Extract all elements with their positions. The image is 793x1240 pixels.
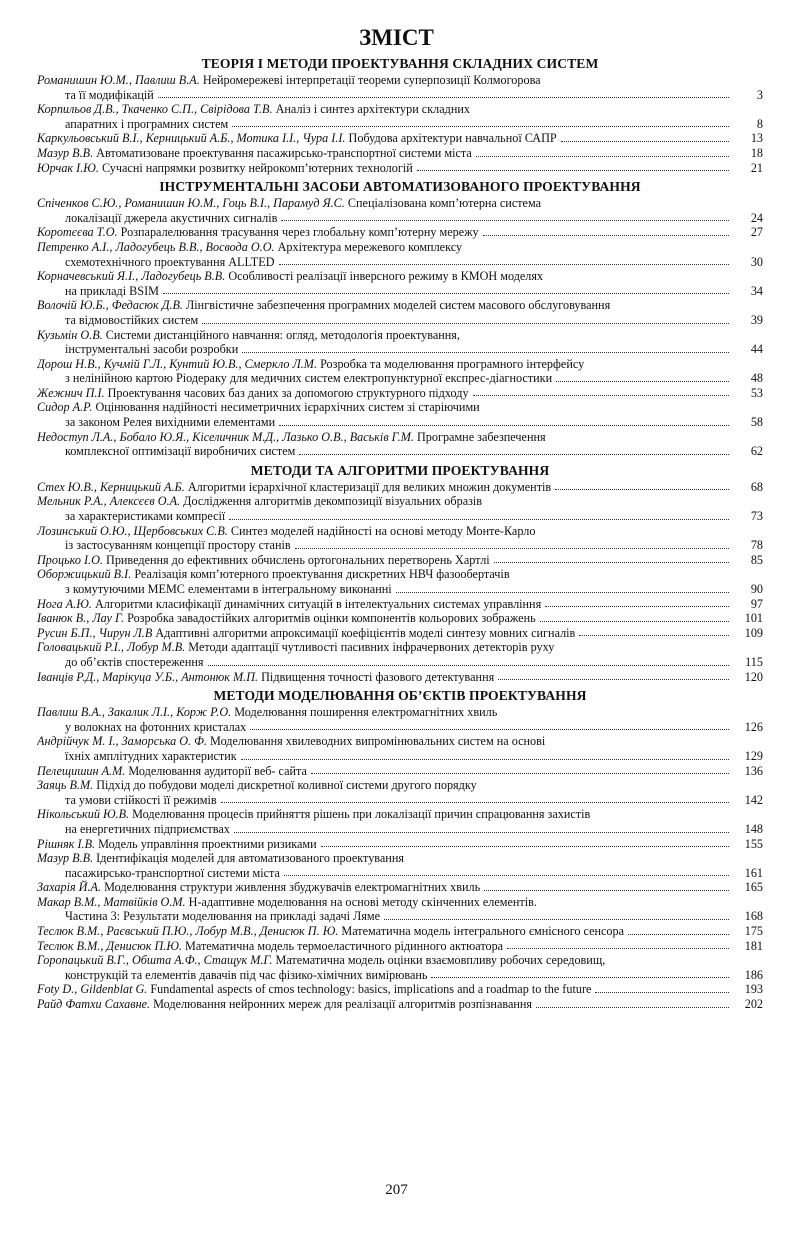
entry-title: Оцінювання надійності несиметричних ієрархічних систем зі старіючими [95, 400, 480, 415]
dot-leader [311, 764, 729, 775]
toc-entry [37, 837, 763, 852]
entry-page-number: 27 [750, 225, 763, 240]
toc-entry [37, 597, 763, 612]
dot-leader [202, 313, 729, 324]
entry-page-number: 8 [756, 116, 763, 131]
entry-title-continued: та її модифікацій [65, 87, 154, 102]
entry-line-1 [37, 924, 624, 939]
page-number: 207 [385, 1182, 408, 1198]
entry-authors: Недоступ Л.А., Бобало Ю.Я., Кіселичник М.Д., Лазько О.В., Васьків Г.М. [37, 429, 414, 444]
entry-page-number: 53 [750, 385, 763, 400]
toc-entry [37, 328, 763, 357]
entry-title: Моделювання хвилеводних випромінювальних систем на основі [210, 734, 546, 749]
entry-title: Проектування часових баз даних за допомогою структурного підходу [107, 385, 469, 400]
entry-line-1 [37, 778, 733, 793]
entry-authors: Головацький Р.І., Лобур М.В. [37, 640, 186, 655]
entry-authors: Стех Ю.В., Керницький А.Б. [37, 479, 185, 494]
entry-line-2 [37, 211, 733, 226]
entry-line-2 [37, 313, 733, 328]
toc-entry [37, 807, 763, 836]
entry-authors: Іванюк В., Лау Г. [37, 611, 125, 626]
entry-page-number: 186 [744, 967, 763, 982]
toc-entry [37, 924, 763, 939]
entry-title-continued: з нелінійною картою Ріодераку для медичних систем електропунктурної експрес-діагностики [65, 371, 553, 386]
entry-line-1 [37, 982, 591, 997]
entry-line-2 [37, 88, 733, 103]
entry-line-2 [37, 342, 733, 357]
entry-line-1 [37, 807, 733, 822]
entry-line-1 [37, 895, 733, 910]
entry-page-number: 90 [750, 582, 763, 596]
entry-title: Підхід до побудови моделі дискретної коливної системи другого порядку [96, 778, 477, 793]
entry-title: Розробка та моделювання програмного інтерфейсу [320, 356, 585, 371]
entry-authors: Теслюк В.М., Раєвський П.Ю., Лобур М.В., Денисюк П. Ю. [37, 924, 339, 939]
entry-title-continued: до об’єктів спостереження [65, 654, 204, 669]
entry-authors: Корпильов Д.В., Ткаченко С.П., Свірідова Т.В. [37, 102, 273, 117]
entry-title: Автоматизоване проектування пасажирсько-транспортної системи міста [96, 145, 472, 160]
entry-line-1 [37, 880, 480, 895]
entry-title-continued: пасажирсько-транспортної системи міста [65, 865, 280, 880]
entry-title-continued: та відмовостійких систем [65, 312, 199, 327]
entry-title-continued: за характеристиками компресії [65, 509, 226, 524]
toc-entry [37, 196, 763, 225]
entry-authors: Мазур В.В. [37, 851, 94, 866]
entry-page-number: 120 [744, 669, 763, 684]
dot-leader [494, 553, 729, 564]
entry-title: Програмне забезпечення [416, 429, 546, 444]
entry-line-1 [37, 146, 472, 161]
entry-page-number: 97 [750, 596, 763, 611]
entry-line-1 [37, 480, 551, 495]
entry-page-number: 18 [750, 145, 763, 160]
toc-entry [37, 982, 763, 997]
toc-entry [37, 430, 763, 459]
toc-entry [37, 131, 763, 146]
entry-authors: Макар В.М., Матвійків О.М. [37, 894, 186, 909]
dot-leader [595, 982, 729, 993]
entry-title: Розробка завадостійких алгоритмів оцінки компонентів кольорових зображень [127, 611, 536, 626]
entry-line-1 [37, 734, 733, 749]
entry-title: Ідентифікація моделей для автоматизованого проектування [96, 851, 404, 866]
entry-title-continued: інструментальні засоби розробки [65, 342, 239, 357]
entry-title: Моделювання поширення електромагнітних хвиль [234, 705, 498, 720]
entry-line-1 [37, 386, 469, 401]
entry-title: Нейромережеві інтерпретації теореми суперпозиції Колмогорова [202, 73, 541, 87]
entry-authors: Лозинський О.Ю., Щербовських С.В. [37, 523, 228, 538]
entry-line-1 [37, 837, 317, 852]
toc-entry [37, 73, 763, 102]
entry-authors: Павлиш В.А., Закалик Л.І., Корж Р.О. [37, 705, 232, 720]
entry-line-1 [37, 939, 503, 954]
entry-page-number: 202 [744, 997, 763, 1012]
entry-title: Моделювання аудиторії веб- сайта [128, 763, 307, 778]
entry-title: Побудова архітектури навчальної САПР [348, 131, 557, 146]
entry-authors: Волочій Ю.Б., Федасюк Д.В. [37, 298, 183, 313]
dot-leader [473, 386, 729, 397]
entry-authors: Мельник Р.А., Алексєєв О.А. [37, 494, 181, 509]
dot-leader [540, 611, 729, 622]
entry-title: Математична модель оцінки взаємовпливу робочих середовищ, [275, 953, 606, 968]
entry-title: Моделювання нейронних мереж для реалізації алгоритмів розпізнавання [153, 997, 533, 1012]
entry-line-2 [37, 538, 733, 553]
dot-leader [234, 822, 729, 833]
entry-title-continued: локалізації джерела акустичних сигналів [65, 210, 278, 225]
toc-entry [37, 240, 763, 269]
toc-entry [37, 494, 763, 523]
toc-entry [37, 480, 763, 495]
entry-line-2 [37, 255, 733, 270]
toc-entry [37, 734, 763, 763]
entry-title: Алгоритми класифікації динамічних ситуацій в інтелектуальних системах управління [94, 596, 542, 611]
entry-page-number: 136 [744, 763, 763, 778]
entry-line-1 [37, 161, 413, 176]
entry-authors: Каркульовський В.І., Керницький А.Б., Мотика І.І., Чура І.І. [37, 131, 346, 146]
toc-entry [37, 611, 763, 626]
entry-authors: Нога А.Ю. [37, 596, 92, 611]
toc-entry [37, 778, 763, 807]
entry-line-2 [37, 866, 733, 881]
toc-entry [37, 880, 763, 895]
entry-line-1 [37, 494, 733, 509]
dot-leader [507, 939, 729, 950]
entry-title: Архітектура мережевого комплексу [277, 239, 463, 254]
toc-entry [37, 705, 763, 734]
dot-leader [483, 225, 729, 236]
entry-page-number: 161 [744, 865, 763, 880]
entry-authors: Захарія Й.А. [37, 880, 102, 895]
entry-line-1 [37, 298, 733, 313]
entry-authors: Юрчак І.Ю. [37, 160, 99, 175]
entry-page-number: 21 [750, 160, 763, 175]
entry-page-number: 58 [750, 415, 763, 430]
entry-line-1 [37, 764, 307, 779]
dot-leader [284, 866, 729, 877]
entry-line-1 [37, 102, 733, 117]
section-heading: ІНСТРУМЕНТАЛЬНІ ЗАСОБИ АВТОМАТИЗОВАНОГО ПРОЕКТУВАННЯ [159, 179, 641, 195]
entry-page-number: 175 [744, 924, 763, 939]
toc-entry [37, 146, 763, 161]
entry-title-continued: із застосуванням концепції простору станів [65, 538, 291, 553]
dot-leader [241, 749, 729, 760]
entry-title-continued: з комутуючими МЕМС елементами в інтегральному виконанні [65, 582, 392, 596]
entry-authors: Мазур В.В. [37, 145, 94, 160]
entry-title: Математична модель інтегрального ємнісного сенсора [341, 924, 625, 939]
entry-line-1 [37, 670, 494, 685]
toc-entry [37, 953, 763, 982]
toc-entry [37, 640, 763, 669]
toc-entry [37, 386, 763, 401]
entry-title-continued: комплексної оптимізації виробничих систем [65, 444, 296, 459]
toc-entry [37, 851, 763, 880]
dot-leader [536, 997, 729, 1008]
entry-title: Системи дистанційного навчання: огляд, методологія проектування, [105, 327, 460, 342]
table-of-contents [37, 52, 763, 1012]
entry-page-number: 129 [744, 748, 763, 763]
entry-line-2 [37, 415, 733, 430]
entry-title: Особливості реалізації інверсного режиму в КМОН моделях [228, 269, 544, 284]
section-heading: МЕТОДИ МОДЕЛЮВАННЯ ОБ’ЄКТІВ ПРОЕКТУВАННЯ [213, 688, 587, 704]
entry-title: Алгоритми ієрархічної кластеризації для великих множин документів [187, 479, 552, 494]
entry-line-1 [37, 626, 575, 641]
entry-page-number: 3 [756, 87, 763, 102]
dot-leader [431, 968, 729, 979]
dot-leader [579, 626, 729, 637]
toc-entry [37, 553, 763, 568]
entry-line-2 [37, 117, 733, 132]
entry-authors: Кузьмін О.В. [37, 327, 103, 342]
entry-page-number: 34 [750, 283, 763, 298]
entry-line-2 [37, 444, 733, 459]
entry-title-continued: за законом Релея вихідними елементами [65, 415, 276, 430]
section-heading: ТЕОРІЯ І МЕТОДИ ПРОЕКТУВАННЯ СКЛАДНИХ СИСТЕМ [201, 56, 599, 71]
toc-entry [37, 524, 763, 553]
toc-entry [37, 357, 763, 386]
entry-page-number: 148 [744, 821, 763, 836]
entry-line-1 [37, 953, 733, 968]
entry-page-number: 109 [744, 625, 763, 640]
toc-entry [37, 161, 763, 176]
entry-authors: Коротєєва Т.О. [37, 225, 118, 240]
entry-authors: Горопацький В.Г., Обшта А.Ф., Стащук М.Г. [37, 953, 273, 968]
dot-leader [208, 655, 730, 666]
entry-authors: Іванців Р.Д., Марікуца У.Б., Антонюк М.П. [37, 669, 259, 684]
entry-line-1 [37, 705, 733, 720]
toc-entry [37, 102, 763, 131]
entry-title: Моделювання процесів прийняття рішень при локалізації причин спрацювання захистів [132, 807, 591, 822]
entry-authors: Нікольський Ю.В. [37, 807, 130, 822]
dot-leader [498, 670, 729, 681]
entry-page-number: 193 [744, 982, 763, 997]
toc-entry [37, 626, 763, 641]
entry-title: Fundamental aspects of cmos technology: basics, implications and a roadmap to the future [150, 982, 592, 997]
toc-entry [37, 269, 763, 298]
entry-authors: Русин Б.П., Чирун Л.В [37, 625, 153, 640]
entry-title: Моделювання структури живлення збуджувачів електромагнітних хвиль [104, 880, 481, 895]
entry-page-number: 39 [750, 312, 763, 327]
entry-title: Сучасні напрямки розвитку нейрокомп’ютерних технологій [101, 160, 413, 175]
dot-leader [163, 284, 729, 295]
entry-line-2 [37, 909, 733, 924]
dot-leader [484, 880, 729, 891]
entry-line-1 [37, 997, 532, 1012]
dot-leader [384, 909, 729, 920]
entry-authors: Романишин Ю.М., Павлиш В.А. [37, 73, 200, 87]
dot-leader [158, 88, 729, 99]
entry-line-1 [37, 567, 733, 582]
entry-line-1 [37, 225, 479, 240]
section-heading: МЕТОДИ ТА АЛГОРИТМИ ПРОЕКТУВАННЯ [250, 462, 550, 478]
entry-page-number: 24 [750, 210, 763, 225]
entry-line-1 [37, 73, 733, 88]
dot-leader [561, 131, 729, 142]
entry-authors: Foty D., Gildenblat G. [37, 982, 148, 997]
entry-page-number: 73 [750, 509, 763, 524]
entry-authors: Жежнич П.І. [37, 385, 105, 400]
entry-title: Методи адаптації чутливості пасивних інфрачервоних детекторів руху [188, 640, 555, 655]
page-title: ЗМІСТ [359, 25, 434, 50]
entry-title-continued: та умови стійкості її режимів [65, 792, 217, 807]
entry-page-number: 142 [744, 792, 763, 807]
entry-title: Адаптивні алгоритми апроксимації коефіцієнтів моделі синтезу мовних сигналів [155, 625, 576, 640]
entry-line-1 [37, 851, 733, 866]
entry-page-number: 181 [744, 938, 763, 953]
entry-line-2 [37, 284, 733, 299]
entry-title-continued: апаратних і програмних систем [65, 116, 229, 131]
toc-entry [37, 939, 763, 954]
entry-authors: Теслюк В.М., Денисюк П.Ю. [37, 938, 182, 953]
entry-line-1 [37, 611, 536, 626]
entry-line-1 [37, 240, 733, 255]
toc-entry [37, 298, 763, 327]
entry-authors: Процько І.О. [37, 552, 103, 567]
entry-page-number: 30 [750, 254, 763, 269]
toc-entry [37, 895, 763, 924]
toc-entry [37, 997, 763, 1012]
entry-title: Спеціалізована комп’ютерна система [347, 196, 542, 211]
entry-title: Приведення до ефективних обчислень ортогональних перетворень Хартлі [106, 552, 490, 567]
entry-page-number: 115 [745, 654, 763, 669]
dot-leader [555, 480, 729, 491]
entry-line-2 [37, 793, 733, 808]
dot-leader [281, 211, 729, 222]
entry-title: Підвищення точності фазового детектування [261, 669, 495, 684]
dot-leader [242, 342, 729, 353]
dot-leader [476, 146, 729, 157]
entry-line-2 [37, 822, 733, 837]
entry-title: Н-адаптивне моделювання на основі методу скінченних елементів. [188, 894, 537, 909]
entry-line-2 [37, 968, 733, 983]
entry-line-1 [37, 430, 733, 445]
entry-title-continued: у волокнах на фотонних кристалах [65, 719, 247, 734]
entry-page-number: 13 [750, 131, 763, 146]
entry-page-number: 44 [750, 342, 763, 357]
dot-leader [229, 509, 729, 520]
entry-title: Реалізація комп’ютерного проектування дискретних НВЧ фазообертачів [134, 567, 510, 582]
entry-authors: Рішняк І.В. [37, 836, 96, 851]
dot-leader [295, 538, 729, 549]
entry-line-2 [37, 582, 733, 597]
entry-line-1 [37, 524, 733, 539]
entry-title-continued: схемотехнічного проектування ALLTED [65, 254, 275, 269]
entry-authors: Сидор А.Р. [37, 400, 93, 415]
entry-title: Математична модель термоеластичного рідинного актюатора [185, 938, 504, 953]
entry-title: Лінгвістичне забезпечення програмних моделей систем масового обслуговування [186, 298, 611, 313]
entry-page-number: 48 [750, 371, 763, 386]
entry-line-1 [37, 597, 541, 612]
toc-entry [37, 567, 763, 596]
dot-leader [279, 255, 730, 266]
entry-page-number: 85 [750, 552, 763, 567]
entry-line-1 [37, 640, 733, 655]
entry-authors: Спіченков С.Ю., Романишин Ю.М., Гоць В.І., Парамуд Я.С. [37, 196, 345, 211]
dot-leader [299, 444, 729, 455]
toc-entry [37, 670, 763, 685]
entry-line-2 [37, 509, 733, 524]
toc-entry [37, 225, 763, 240]
entry-line-1 [37, 131, 557, 146]
entry-title: Дослідження алгоритмів декомпозиції візуальних образів [183, 494, 483, 509]
entry-line-1 [37, 269, 733, 284]
entry-page-number: 68 [750, 479, 763, 494]
dot-leader [232, 117, 729, 128]
dot-leader [628, 924, 729, 935]
entry-title: Синтез моделей надійності на основі методу Монте-Карло [230, 523, 536, 538]
entry-authors: Оборжицький В.І. [37, 567, 132, 582]
entry-page-number: 62 [750, 444, 763, 459]
entry-title: Розпаралелювання трасування через глобальну комп’ютерну мережу [120, 225, 479, 240]
entry-line-1 [37, 553, 490, 568]
entry-line-2 [37, 720, 733, 735]
entry-page-number: 126 [744, 719, 763, 734]
entry-line-2 [37, 749, 733, 764]
entry-page-number: 101 [744, 611, 763, 626]
entry-line-2 [37, 655, 733, 670]
dot-leader [250, 720, 729, 731]
entry-page-number: 168 [744, 909, 763, 924]
entry-title-continued: на енергетичних підприємствах [65, 821, 230, 836]
entry-authors: Андрійчук М. І., Заморська О. Ф. [37, 734, 207, 749]
toc-entry [37, 764, 763, 779]
toc-entry [37, 400, 763, 429]
dot-leader [221, 793, 729, 804]
entry-authors: Петренко А.І., Ладогубець В.В., Восвода О.О. [37, 239, 275, 254]
entry-line-1 [37, 357, 733, 372]
entry-authors: Заяць В.М. [37, 778, 94, 793]
entry-title-continued: на прикладі BSIM [65, 283, 159, 298]
dot-leader [321, 837, 729, 848]
dot-leader [556, 371, 729, 382]
entry-line-1 [37, 400, 733, 415]
entry-authors: Корначевський Я.І., Ладогубець В.В. [37, 269, 226, 284]
dot-leader [396, 582, 729, 593]
dot-leader [279, 415, 729, 426]
entry-title: Модель управління проектними ризиками [98, 836, 317, 851]
entry-page-number: 165 [744, 880, 763, 895]
dot-leader [417, 161, 729, 172]
entry-authors: Райд Фатхи Сахавне. [37, 997, 151, 1012]
entry-authors: Дорош Н.В., Кучмій Г.Л., Кунтий Ю.В., Смеркло Л.М. [37, 356, 318, 371]
entry-authors: Пелещишин А.М. [37, 763, 126, 778]
entry-title: Аналіз і синтез архітектури складних [275, 102, 470, 117]
dot-leader [545, 597, 729, 608]
entry-page-number: 155 [744, 836, 763, 851]
entry-title-continued: Частина 3: Результати моделювання на прикладі задачі Ляме [65, 909, 381, 924]
entry-line-2 [37, 371, 733, 386]
entry-page-number: 78 [750, 538, 763, 553]
entry-title-continued: їхніх амплітудних характеристик [65, 748, 237, 763]
entry-title-continued: конструкцій та елементів давачів під час фізико-хімічних вимірювань [65, 967, 428, 982]
entry-line-1 [37, 328, 733, 343]
entry-line-1 [37, 196, 733, 211]
